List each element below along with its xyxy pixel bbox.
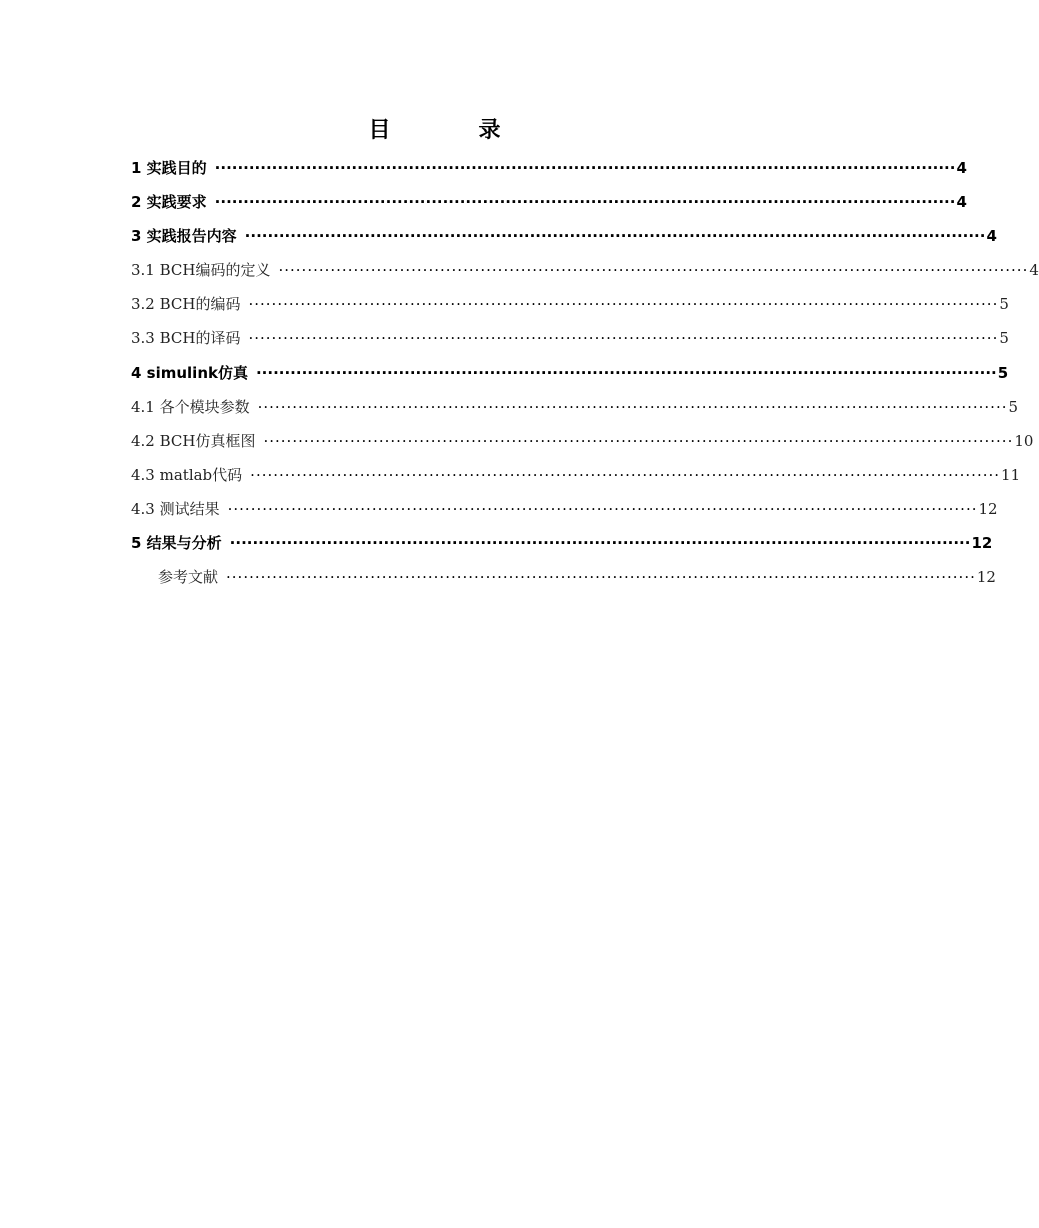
toc-entry[interactable] (131, 289, 1009, 323)
toc-entry-page: 5 (997, 363, 1009, 382)
toc-entry-label: 4.3 matlab代码 (131, 465, 243, 484)
toc-entry-page: 5 (999, 329, 1009, 348)
toc-entry-label: 4.3 测试结果 (131, 499, 220, 518)
toc-leader-dots: ·································································································································· (255, 363, 997, 382)
toc-leader-dots: ·································································································································· (214, 159, 956, 177)
toc-leader-dots: ·································································································································· (250, 465, 1001, 484)
toc-entry-label: 3 实践报告内容 (131, 227, 237, 246)
toc-entry-page: 12 (976, 568, 996, 587)
toc-entry-page: 12 (971, 534, 993, 553)
toc-leader-dots: ·································································································································· (278, 261, 1029, 280)
toc-entry[interactable] (131, 255, 1039, 289)
toc-leader-dots: ·································································································································· (226, 568, 976, 587)
toc-leader-dots: ·································································································································· (248, 295, 999, 314)
toc-entry[interactable] (131, 221, 997, 255)
toc-entry-page: 4 (1029, 261, 1039, 280)
toc-leader-dots: ·································································································································· (227, 499, 978, 518)
toc-leader-dots: ·································································································································· (229, 534, 971, 553)
toc-leader-dots: ·································································································································· (214, 193, 956, 212)
toc-entry-label: 参考文献 (158, 568, 219, 587)
toc-entry-label: 1 实践目的 (131, 159, 207, 177)
toc-entry-label: 4.1 各个模块参数 (131, 397, 250, 416)
toc-entry[interactable] (131, 358, 1009, 392)
toc-leader-dots: ·································································································································· (263, 431, 1014, 450)
toc-entry-page: 10 (1014, 431, 1034, 450)
toc-entry-page: 4 (986, 227, 997, 246)
toc-leader-dots: ·································································································································· (257, 397, 1008, 416)
toc-entry[interactable] (131, 460, 1021, 494)
toc-entry[interactable] (131, 187, 967, 221)
title-part-2: 录 (478, 118, 501, 143)
toc-entry[interactable] (131, 392, 1019, 426)
toc-entry[interactable] (131, 494, 998, 528)
toc-entry-label: 4 simulink仿真 (131, 363, 248, 382)
toc-entry[interactable] (131, 153, 967, 187)
toc-entry-label: 3.3 BCH的译码 (131, 329, 241, 348)
toc-leader-dots: ·································································································································· (248, 329, 999, 348)
toc-entry-page: 5 (1008, 397, 1019, 416)
toc-entry-page: 4 (956, 193, 967, 212)
toc-leader-dots: ·································································································································· (244, 227, 986, 246)
toc-entry-label: 3.2 BCH的编码 (131, 295, 241, 314)
toc-entry-label: 3.1 BCH编码的定义 (131, 261, 271, 280)
table-of-contents (131, 153, 1039, 596)
toc-entry[interactable] (131, 528, 993, 562)
toc-entry-page: 5 (999, 295, 1009, 314)
toc-entry-page: 11 (1001, 465, 1021, 484)
toc-entry-label: 2 实践要求 (131, 193, 207, 212)
toc-title (0, 113, 869, 144)
title-part-1: 目 (368, 118, 391, 143)
toc-entry-label: 4.2 BCH仿真框图 (131, 431, 256, 450)
toc-entry-label: 5 结果与分析 (131, 534, 222, 553)
toc-entry[interactable] (131, 562, 996, 596)
toc-entry[interactable] (131, 323, 1009, 357)
toc-entry[interactable] (131, 426, 1034, 460)
toc-entry-page: 12 (978, 499, 998, 518)
toc-entry-page: 4 (956, 159, 967, 177)
